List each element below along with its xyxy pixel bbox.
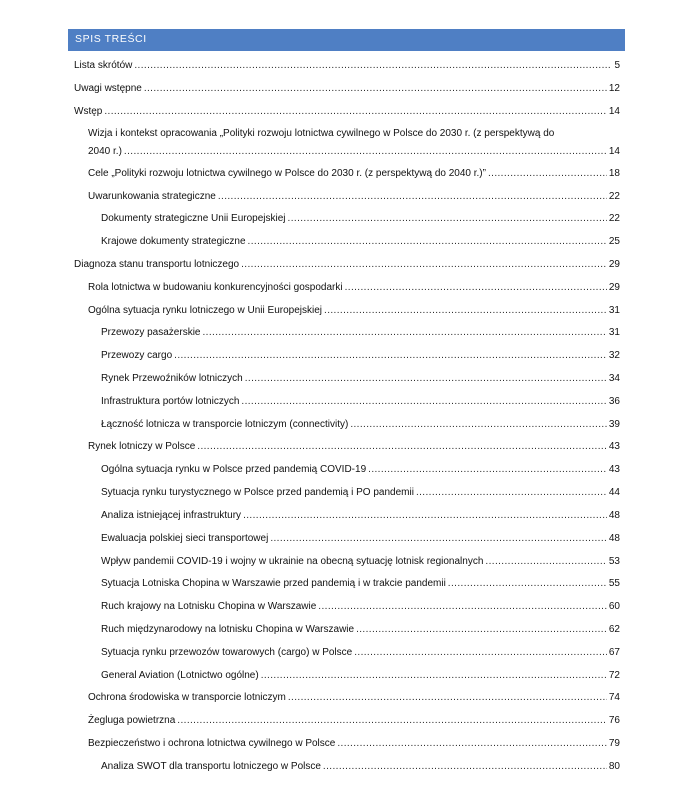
toc-page-number: 22 [608, 213, 620, 224]
toc-dot-leader [354, 646, 607, 659]
toc-page-number: 43 [608, 464, 620, 475]
toc-dot-leader [241, 258, 607, 271]
toc-page-number: 74 [608, 692, 620, 703]
toc-page-number: 5 [614, 60, 620, 71]
toc-entry-title: Wstęp [74, 106, 103, 117]
toc-dot-leader [134, 59, 612, 72]
toc-dot-leader [245, 372, 607, 385]
toc-entry-title: General Aviation (Lotnictwo ogólne) [101, 670, 259, 681]
toc-entry-title: Krajowe dokumenty strategiczne [101, 236, 246, 247]
toc-page-number: 25 [608, 236, 620, 247]
toc-page-number: 31 [608, 305, 620, 316]
toc-entry-title: Sytuacja Lotniska Chopina w Warszawie przed pandemią i w trakcie pandemii [101, 578, 446, 589]
toc-dot-leader [416, 486, 607, 499]
toc-entry-title: 2040 r.) [88, 146, 122, 157]
toc-entry-title: Sytuacja rynku turystycznego w Polsce przed pandemią i PO pandemii [101, 487, 414, 498]
toc-entry-title: Żegluga powietrzna [88, 715, 176, 726]
toc-entry-title: Łączność lotnicza w transporcie lotniczym (connectivity) [101, 419, 349, 430]
toc-page-number: 14 [608, 146, 620, 157]
toc-page-number: 39 [608, 419, 620, 430]
toc-page-number: 60 [608, 601, 620, 612]
toc-dot-leader [368, 463, 607, 476]
toc-entry-title: Infrastruktura portów lotniczych [101, 396, 240, 407]
toc-dot-leader [318, 600, 607, 613]
toc-dot-leader [488, 167, 607, 180]
toc-page-number: 32 [608, 350, 620, 361]
toc-page-number: 29 [608, 282, 620, 293]
toc-dot-leader [197, 440, 607, 453]
toc-page-number: 76 [608, 715, 620, 726]
toc-dot-leader [345, 281, 607, 294]
toc-dot-leader [324, 304, 607, 317]
toc-entry-title: Uwagi wstępne [74, 83, 142, 94]
toc-entry-title: Analiza istniejącej infrastruktury [101, 510, 242, 521]
toc-dot-leader [174, 349, 607, 362]
toc-page-number: 43 [608, 441, 620, 452]
toc-entry-title: Lista skrótów [74, 60, 133, 71]
toc-entry-title: Diagnoza stanu transportu lotniczego [74, 259, 240, 270]
toc-entry-title: Ruch międzynarodowy na lotnisku Chopina w Warszawie [101, 624, 355, 635]
toc-page-number: 36 [608, 396, 620, 407]
toc-entry-title: Rynek Przewoźników lotniczych [101, 373, 243, 384]
toc-entry-title: Ogólna sytuacja rynku w Polsce przed pandemią COVID-19 [101, 464, 367, 475]
toc-page-number: 48 [608, 510, 620, 521]
toc-dot-leader [104, 105, 607, 118]
toc-dot-leader [218, 190, 607, 203]
toc-dot-leader [337, 737, 607, 750]
toc-page-number: 14 [608, 106, 620, 117]
toc-page-number: 80 [608, 761, 620, 772]
toc-page-number: 67 [608, 647, 620, 658]
toc-page-number: 29 [608, 259, 620, 270]
toc-entry-title: Przewozy cargo [101, 350, 173, 361]
toc-dot-leader [288, 691, 607, 704]
toc-entry-title: Ochrona środowiska w transporcie lotniczym [88, 692, 286, 703]
toc-dot-leader [202, 326, 606, 339]
toc-page-number: 62 [608, 624, 620, 635]
toc-dot-leader [485, 555, 606, 568]
toc-page-number: 34 [608, 373, 620, 384]
toc-dot-leader [243, 509, 607, 522]
toc-dot-leader [356, 623, 607, 636]
toc-page-number: 12 [608, 83, 620, 94]
toc-dot-leader [448, 577, 607, 590]
toc-page-number: 79 [608, 738, 620, 749]
toc-dot-leader [270, 532, 607, 545]
toc-dot-leader [248, 235, 607, 248]
toc-entry-title: Bezpieczeństwo i ochrona lotnictwa cywilnego w Polsce [88, 738, 336, 749]
toc-entry-title: Ogólna sytuacja rynku lotniczego w Unii Europejskiej [88, 305, 323, 316]
toc-entry-title: Uwarunkowania strategiczne [88, 191, 216, 202]
toc-dot-leader [144, 82, 607, 95]
toc-page-number: 18 [608, 168, 620, 179]
toc-entry-title: Dokumenty strategiczne Unii Europejskiej [101, 213, 286, 224]
toc-entry-title: Sytuacja rynku przewozów towarowych (cargo) w Polsce [101, 647, 353, 658]
toc-dot-leader [177, 714, 607, 727]
toc-dot-leader [124, 145, 607, 158]
toc-page-number: 48 [608, 533, 620, 544]
toc-entry-title-line1: Wizja i kontekst opracowania „Polityki rozwoju lotnictwa cywilnego w Polsce do 2030 r. (z perspektywą do [88, 128, 555, 139]
toc-page-number: 44 [608, 487, 620, 498]
toc-entry-title: Ruch krajowy na Lotnisku Chopina w Warszawie [101, 601, 317, 612]
toc-heading: SPIS TREŚCI [75, 33, 147, 45]
toc-dot-leader [350, 418, 607, 431]
toc-dot-leader [323, 760, 607, 773]
toc-page-number: 22 [608, 191, 620, 202]
toc-entry-title: Wpływ pandemii COVID-19 i wojny w ukrainie na obecną sytuację lotnisk regionalnych [101, 556, 484, 567]
toc-page-number: 31 [608, 327, 620, 338]
toc-entry-title: Rynek lotniczy w Polsce [88, 441, 196, 452]
toc-page-number: 53 [608, 556, 620, 567]
toc-page-number: 55 [608, 578, 620, 589]
toc-page-number: 72 [608, 670, 620, 681]
toc-entry-title: Cele „Polityki rozwoju lotnictwa cywilnego w Polsce do 2030 r. (z perspektywą do 2040 r.)” [88, 168, 486, 179]
toc-entry-title: Przewozy pasażerskie [101, 327, 201, 338]
toc-entry-title: Ewaluacja polskiej sieci transportowej [101, 533, 269, 544]
toc-entry-title: Rola lotnictwa w budowaniu konkurencyjności gospodarki [88, 282, 343, 293]
toc-dot-leader [288, 212, 607, 225]
toc-dot-leader [261, 669, 607, 682]
toc-entry-title: Analiza SWOT dla transportu lotniczego w Polsce [101, 761, 321, 772]
toc-dot-leader [241, 395, 606, 408]
